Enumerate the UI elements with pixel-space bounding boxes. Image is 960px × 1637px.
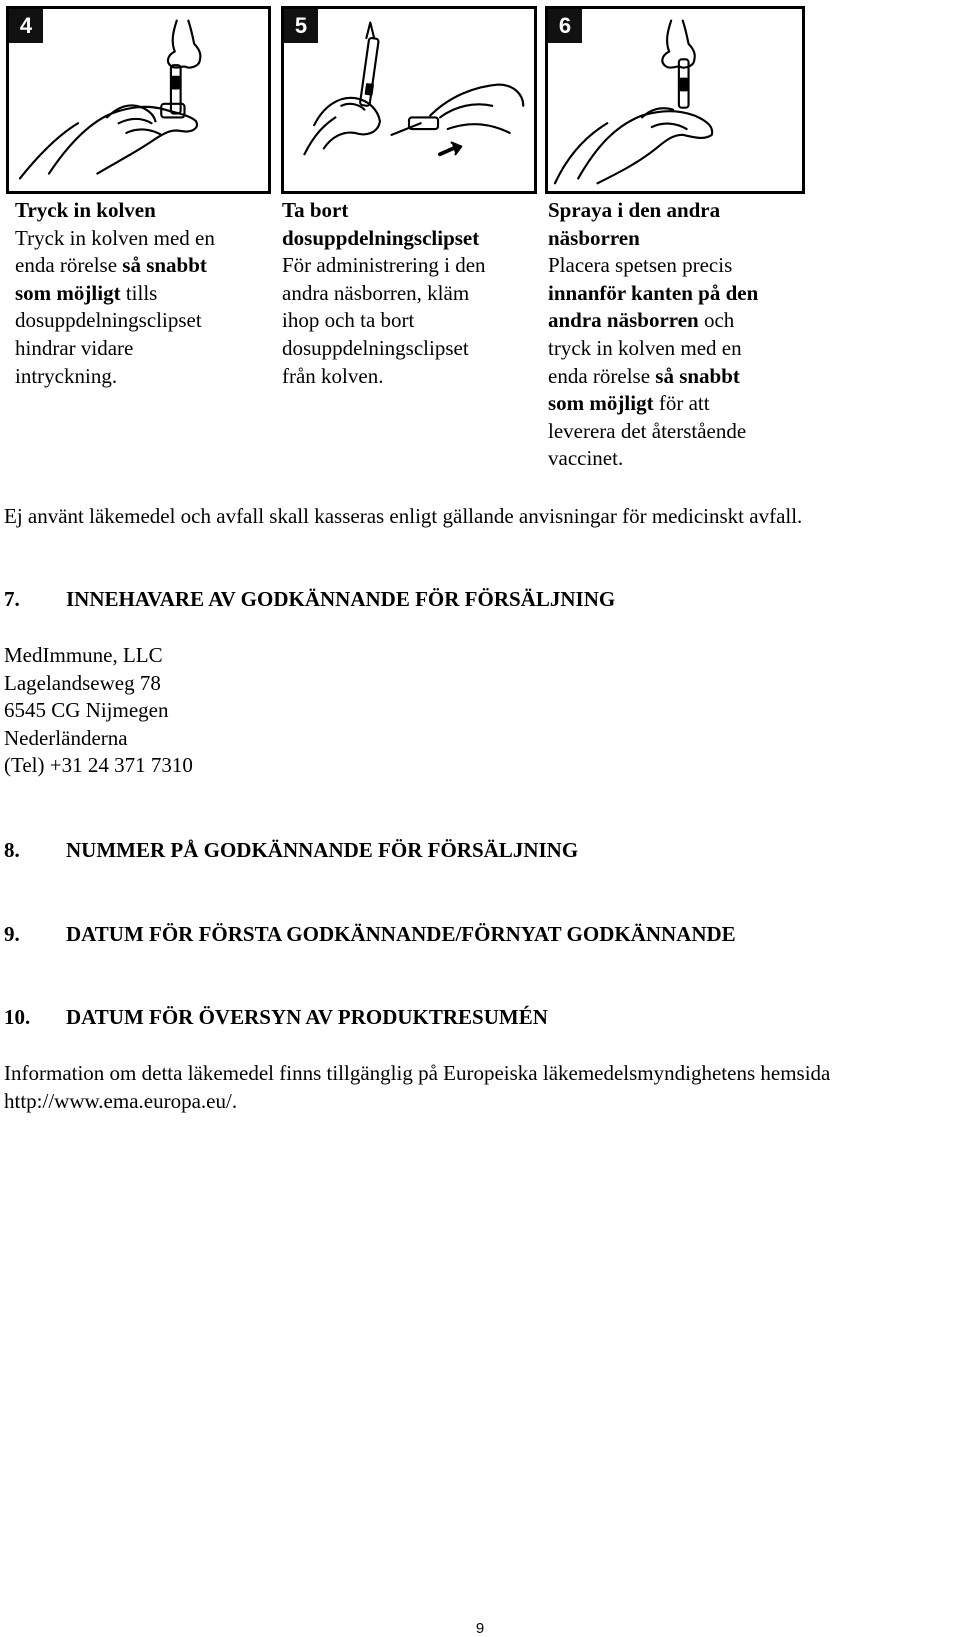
ema-info [4, 1060, 830, 1115]
step-4-illustration [6, 6, 271, 194]
step-5-instructions [282, 197, 542, 390]
section-10-heading [4, 1005, 548, 1030]
body-text: Placera spetsen precis [548, 253, 733, 278]
section-8-heading [4, 838, 578, 863]
emphasis-text: som möjligt [15, 280, 121, 305]
section-title: DATUM FÖR FÖRSTA GODKÄNNANDE/FÖRNYAT GODKÄNNANDE [66, 922, 736, 946]
step-title: Ta bort [282, 198, 349, 222]
step-title: Tryck in kolven [15, 198, 156, 222]
address-line: MedImmune, LLC [4, 643, 163, 667]
step-line [282, 252, 542, 280]
step-4-badge: 4 [9, 9, 43, 43]
address-line: Lagelandseweg 78 [4, 670, 161, 695]
section-number: 8. [4, 838, 20, 862]
body-text: För administrering i den [282, 253, 486, 278]
step-line [15, 363, 275, 391]
body-text: enda rörelse [548, 363, 656, 388]
section-number: 10. [4, 1005, 31, 1029]
emphasis-text: innanför kanten på den [548, 280, 759, 305]
emphasis-text: så snabbt [655, 363, 740, 388]
step-line [548, 252, 808, 280]
address-line: (Tel) +31 24 371 7310 [4, 753, 193, 778]
step-6-badge: 6 [548, 9, 582, 43]
step-line [15, 280, 275, 308]
address-line: Nederländerna [4, 725, 128, 750]
step-6-instructions [548, 197, 808, 473]
step-line [548, 390, 808, 418]
section-title: DATUM FÖR ÖVERSYN AV PRODUKTRESUMÉN [66, 1005, 548, 1029]
body-text: enda rörelse [15, 253, 123, 278]
step-line [548, 418, 808, 446]
section-title: INNEHAVARE AV GODKÄNNANDE FÖR FÖRSÄLJNING [66, 587, 616, 611]
step-line [282, 335, 542, 363]
body-text: ihop och ta bort [282, 308, 415, 333]
body-text: dosuppdelningsclipset [15, 308, 202, 333]
step-line [15, 307, 275, 335]
body-text: vaccinet. [548, 446, 624, 471]
step-title: näsborren [548, 225, 640, 250]
body-text: tills [120, 280, 158, 305]
emphasis-text: så snabbt [122, 253, 207, 278]
body-text: Tryck in kolven med en [15, 225, 215, 250]
mah-address [4, 642, 193, 780]
emphasis-text: som möjligt [548, 391, 654, 416]
page-number: 9 [475, 1620, 485, 1637]
disposal-note: Ej använt läkemedel och avfall skall kasseras enligt gällande anvisningar för medicinskt avfall. [4, 504, 803, 528]
step-5-badge: 5 [284, 9, 318, 43]
section-7-heading [4, 587, 615, 612]
body-text: från kolven. [282, 363, 384, 388]
step-line [282, 363, 542, 391]
step-line [548, 445, 808, 473]
step-line [282, 307, 542, 335]
nasal-spray-press-plunger-icon [9, 9, 268, 191]
body-text: för att [653, 391, 710, 416]
body-text: tryck in kolven med en [548, 335, 742, 360]
body-text: intryckning. [15, 363, 118, 388]
body-text: och [698, 308, 735, 333]
address-line: 6545 CG Nijmegen [4, 698, 169, 723]
step-line [15, 225, 275, 253]
step-5-illustration [281, 6, 537, 194]
step-line [548, 307, 808, 335]
step-line [282, 280, 542, 308]
step-4-instructions [15, 197, 275, 390]
step-title: Spraya i den andra [548, 198, 721, 222]
section-number: 9. [4, 922, 20, 946]
body-text: dosuppdelningsclipset [282, 335, 469, 360]
body-text: andra näsborren, kläm [282, 280, 470, 305]
info-text: Information om detta läkemedel finns tillgänglig på Europeiska läkemedelsmyndighetens hemsida [4, 1061, 831, 1085]
body-text: leverera det återstående [548, 418, 747, 443]
step-line [548, 280, 808, 308]
step-6-illustration [545, 6, 805, 194]
ema-link[interactable]: http://www.ema.europa.eu/. [4, 1088, 238, 1113]
step-line [548, 363, 808, 391]
section-title: NUMMER PÅ GODKÄNNANDE FÖR FÖRSÄLJNING [66, 838, 579, 862]
section-number: 7. [4, 587, 20, 611]
spray-other-nostril-icon [548, 9, 802, 191]
remove-dose-clip-icon [284, 9, 534, 191]
section-9-heading [4, 922, 736, 947]
step-line [15, 335, 275, 363]
body-text: hindrar vidare [15, 335, 134, 360]
step-line [15, 252, 275, 280]
step-line [548, 335, 808, 363]
step-title: dosuppdelningsclipset [282, 225, 480, 250]
emphasis-text: andra näsborren [548, 308, 699, 333]
